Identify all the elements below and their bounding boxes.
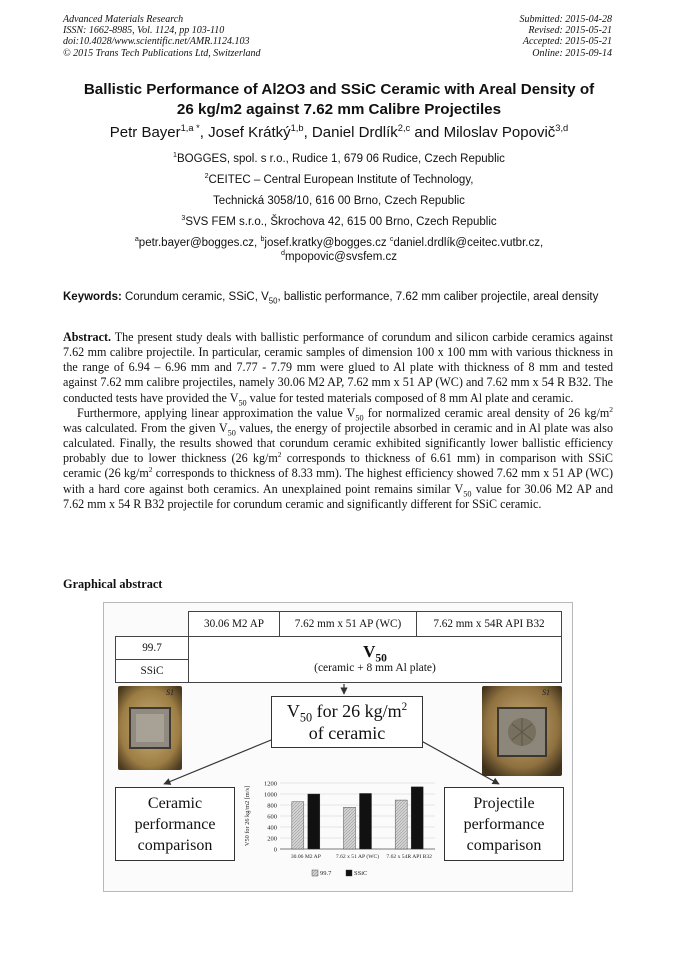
abstract-text: values, the energy of projectile absorbed in ceramic and in Al plate was also calculated. Finally, the results showed that corundum ceramic exhibited significantly lower ballistic efficiency probably due to lower thickness (26 kg/m xyxy=(63,420,613,466)
abstract-text: corresponds to thickness of 8.33 mm). The highest efficiency showed 7.62 mm x 51 AP (WC) with a hard core against both ceramics. An unexplained point remains similar V xyxy=(63,466,613,496)
abstract-sup: 2 xyxy=(277,450,282,460)
abstract xyxy=(63,330,613,512)
author-sep: and xyxy=(410,124,444,141)
y-tick-label: 1200 xyxy=(264,780,277,788)
right-box-line: comparison xyxy=(466,836,542,854)
submitted-date: Submitted: 2015-04-28 xyxy=(519,14,612,25)
email-c[interactable]: daniel.drdlík@ceitec.vutbr.cz, xyxy=(393,237,544,249)
center-text: for 26 kg/m xyxy=(312,701,402,721)
revised-date: Revised: 2015-05-21 xyxy=(528,25,612,37)
bar-ssic xyxy=(308,794,320,849)
v50-normalized-box xyxy=(271,696,423,748)
center-line-2: of ceramic xyxy=(308,723,386,743)
email-sup: b xyxy=(260,235,265,244)
author-name: Daniel Drdlík xyxy=(311,124,398,141)
author-sup: 1,a * xyxy=(180,123,200,133)
v50-bar-chart xyxy=(240,775,440,883)
author-list xyxy=(30,124,648,141)
abstract-sub: 50 xyxy=(463,488,472,498)
keywords-text: , ballistic performance, 7.62 mm caliber projectile, areal density xyxy=(277,291,599,303)
graphical-abstract-heading: Graphical abstract xyxy=(63,577,163,591)
affiliation-2-address: Technická 3058/10, 616 00 Brno, Czech Republic xyxy=(213,195,465,207)
y-axis-label: V50 for 26 kg/m2 [m/s] xyxy=(244,785,251,847)
email-a[interactable]: petr.bayer@bogges.cz, xyxy=(138,237,261,249)
abstract-text: was calculated. From the given V xyxy=(63,420,228,435)
aff-text: BOGGES, spol. s r.o., Rudice 1, 679 06 Rudice, Czech Republic xyxy=(177,153,505,165)
center-line-1 xyxy=(286,700,408,725)
abstract-text: corresponds to thickness of 6.61 mm) in comparison with SSiC ceramic (26 kg/m xyxy=(63,451,613,481)
abstract-text: Furthermore, applying linear approximation the value V xyxy=(77,405,356,420)
right-box-line: Projectile xyxy=(473,794,535,812)
abstract-paragraph-1 xyxy=(63,330,613,406)
author-name: Petr Bayer xyxy=(109,124,181,141)
affiliation-3 xyxy=(40,215,638,229)
issn: ISSN: 1662-8985, Vol. 1124, pp 103-110 xyxy=(63,25,225,37)
x-tick-label: 30.06 M2 AP xyxy=(290,854,321,860)
v50-note: (ceramic + 8 mm Al plate) xyxy=(314,661,436,674)
online-date: Online: 2015-09-14 xyxy=(532,47,612,59)
author-name: Miloslav Popovič xyxy=(443,124,556,141)
v50-sub: 50 xyxy=(375,650,387,664)
title-line-1: Ballistic Performance of Al2O3 and SSiC Ceramic with Areal Density of xyxy=(83,81,595,98)
y-tick-label: 200 xyxy=(267,835,277,843)
abstract-text: The present study deals with ballistic performance of corundum and silicon carbide ceramics against 7.62 mm calibre projectile. In particular, ceramic samples of dimension 100 x 100 mm with various thickness in the range of 6.94 – 6.96 mm and 7.77 - 7.79 mm were glued to Al plate with thickness of 8 mm and tested against 7.62 mm calibre projectiles, namely 30.06 M2 AP, 7.62 mm x 51 AP (WC) and 7.62 mm x 54 R B32. The conducted tests have provided the V xyxy=(63,330,613,405)
abstract-sub: 50 xyxy=(238,398,247,408)
author-name: Josef Krátký xyxy=(208,124,291,141)
legend-swatch-ssic xyxy=(346,870,352,876)
left-box-line: performance xyxy=(134,815,216,833)
keywords-label: Keywords: xyxy=(63,291,122,303)
accepted-date: Accepted: 2015-05-21 xyxy=(522,36,612,48)
bar-ssic xyxy=(360,793,372,849)
dates-header xyxy=(520,14,613,59)
aff-sup: 2 xyxy=(204,172,209,181)
aff-sup: 1 xyxy=(173,151,178,160)
aff-text: SVS FEM s.r.o., Škrochova 42, 615 00 Brno, Czech Republic xyxy=(185,216,497,228)
email-sup: c xyxy=(389,235,394,244)
ceramic-row-2: SSiC xyxy=(115,659,189,683)
y-tick-label: 600 xyxy=(267,813,277,821)
v50-main: V xyxy=(363,641,376,661)
bar-99-7 xyxy=(344,807,356,849)
projectile-col-1: 30.06 M2 AP xyxy=(188,611,280,637)
legend-label: SSiC xyxy=(354,870,368,877)
affiliation-1 xyxy=(40,152,638,166)
x-tick-label: 7.62 x 51 AP (WC) xyxy=(335,854,380,860)
right-box-line: performance xyxy=(463,815,545,833)
keywords-text: Corundum ceramic, SSiC, V xyxy=(121,291,269,303)
author-sup: 3,d xyxy=(555,123,569,133)
email-sup: a xyxy=(134,235,139,244)
doi: doi:10.4028/www.scientific.net/AMR.1124.103 xyxy=(63,36,250,48)
bar-ssic xyxy=(411,787,423,849)
left-box-line: comparison xyxy=(137,836,213,854)
aff-sup: 3 xyxy=(181,214,186,223)
paper-title xyxy=(40,80,638,120)
y-tick-label: 800 xyxy=(267,802,277,810)
center-sup: 2 xyxy=(401,701,408,713)
graphical-abstract xyxy=(103,602,573,892)
journal-header xyxy=(63,14,261,59)
center-text: V xyxy=(286,701,300,721)
center-sub: 50 xyxy=(299,710,313,725)
abstract-text: value for 30.06 M2 AP and 7.62 mm x 54 R B32 projectile for corundum ceramic and significantly different for SSiC ceramic. xyxy=(63,481,614,511)
left-box-line: Ceramic xyxy=(147,794,203,812)
aff-text: CEITEC – Central European Institute of Technology, xyxy=(208,174,474,186)
email-b[interactable]: josef.kratky@bogges.cz xyxy=(264,237,390,249)
ceramic-row-1: 99.7 xyxy=(115,636,189,660)
y-tick-label: 1000 xyxy=(264,791,277,799)
x-tick-label: 7.62 x 54R API B32 xyxy=(386,854,432,860)
emails xyxy=(40,236,638,264)
photo-label-left: S1 xyxy=(166,688,174,697)
y-tick-label: 0 xyxy=(273,846,277,854)
abstract-paragraph-2 xyxy=(63,406,613,512)
keywords xyxy=(63,290,611,304)
email-sup: d xyxy=(281,249,285,258)
projectile-comparison-box xyxy=(444,787,564,861)
projectile-col-2: 7.62 mm x 51 AP (WC) xyxy=(279,611,417,637)
journal-name: Advanced Materials Research xyxy=(63,14,184,25)
legend-swatch-99-7 xyxy=(312,870,318,876)
abstract-sup: 2 xyxy=(148,465,153,475)
affiliation-2 xyxy=(40,173,638,187)
projectile-col-3: 7.62 mm x 54R API B32 xyxy=(416,611,562,637)
bar-99-7 xyxy=(292,802,304,849)
copyright: © 2015 Trans Tech Publications Ltd, Switzerland xyxy=(63,47,261,59)
author-sep: , xyxy=(303,124,312,141)
author-sup: 1,b xyxy=(290,123,304,133)
abstract-sup: 2 xyxy=(609,404,613,414)
title-line-2: 26 kg/m2 against 7.62 mm Calibre Projectiles xyxy=(176,101,502,118)
abstract-text: for normalized ceramic areal density of 26 kg/m xyxy=(363,405,610,420)
abstract-sub: 50 xyxy=(355,413,364,423)
abstract-sub: 50 xyxy=(227,428,236,438)
author-sup: 2,c xyxy=(397,123,411,133)
author-sep: , xyxy=(199,124,209,141)
photo-label-right: S1 xyxy=(542,688,550,697)
ceramic-comparison-box xyxy=(115,787,235,861)
abstract-text: value for tested materials composed of 8 mm Al plate and ceramic. xyxy=(246,390,574,405)
abstract-label: Abstract. xyxy=(63,330,112,344)
legend-label: 99.7 xyxy=(320,870,332,877)
email-d[interactable]: mpopovic@svsfem.cz xyxy=(284,251,397,263)
bar-99-7 xyxy=(395,800,407,849)
keywords-sub: 50 xyxy=(268,296,278,306)
y-tick-label: 400 xyxy=(267,824,277,832)
